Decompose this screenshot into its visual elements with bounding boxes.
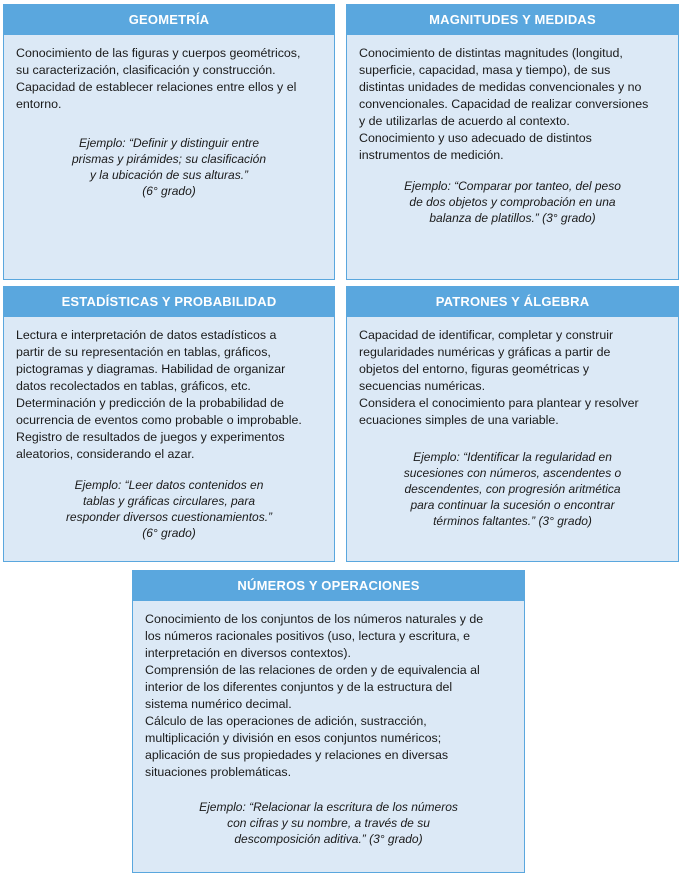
card-body bbox=[347, 317, 678, 529]
card-title: MAGNITUDES Y MEDIDAS bbox=[347, 5, 678, 35]
card-title: NÚMEROS Y OPERACIONES bbox=[133, 571, 524, 601]
card-example: Ejemplo: “Relacionar la escritura de los números con cifras y su nombre, a través de su descomposición aditiva.” (3° grado) bbox=[199, 800, 458, 846]
card-estadisticas-y-probabilidad bbox=[3, 286, 335, 562]
card-description: Capacidad de identificar, completar y construir regularidades numéricas y gráficas a partir de objetos del entorno, figuras geométricas y secuencias numéricas. Considera el conocimiento para plantear y resolver ecuaciones simples de una variable. bbox=[359, 328, 639, 427]
card-example: Ejemplo: “Leer datos contenidos en tablas y gráficas circulares, para responder diversos cuestionamientos.” (6° grado) bbox=[65, 478, 273, 540]
card-description: Conocimiento de los conjuntos de los números naturales y de los números racionales positivos (uso, lectura y escritura, e interpretación en diversos contextos). Comprensión de las relaciones de orden y de equivalencia al interior de los diferentes conjuntos y de la estructura del sistema numérico decimal. Cálculo de las operaciones de adición, sustracción, multiplicación y división en esos conjuntos numéricos; aplicación de sus propiedades y relaciones en diversas situaciones problemáticas. bbox=[145, 612, 484, 779]
card-body bbox=[133, 601, 524, 847]
card-example: Ejemplo: “Comparar por tanteo, del peso de dos objetos y comprobación en una balanza de platillos.” (3° grado) bbox=[404, 179, 621, 225]
card-example: Ejemplo: “Definir y distinguir entre prismas y pirámides; su clasificación y la ubicación de sus alturas.” (6° grado) bbox=[71, 136, 267, 198]
card-description: Conocimiento de las figuras y cuerpos geométricos, su caracterización, clasificación y construcción. Capacidad de establecer relaciones entre ellos y el entorno. bbox=[16, 46, 301, 111]
card-geometria bbox=[3, 4, 335, 280]
card-description: Conocimiento de distintas magnitudes (longitud, superficie, capacidad, masa y tiempo), de sus distintas unidades de medidas convencionales y no convencionales. Capacidad de realizar conversiones y de utilizarlas de acuerdo al contexto. Conocimiento y uso adecuado de distintos instrumentos de medición. bbox=[359, 46, 649, 162]
card-patrones-y-algebra bbox=[346, 286, 679, 562]
card-title: PATRONES Y ÁLGEBRA bbox=[347, 287, 678, 317]
card-example: Ejemplo: “Identificar la regularidad en sucesiones con números, ascendentes o descendentes, con progresión aritmética para continuar la sucesión o encontrar términos faltantes.” (3° grado) bbox=[403, 450, 622, 528]
card-body bbox=[4, 35, 334, 199]
card-magnitudes-y-medidas bbox=[346, 4, 679, 280]
card-title: GEOMETRÍA bbox=[4, 5, 334, 35]
card-body bbox=[4, 317, 334, 541]
card-body bbox=[347, 35, 678, 226]
card-title: ESTADÍSTICAS Y PROBABILIDAD bbox=[4, 287, 334, 317]
card-numeros-y-operaciones bbox=[132, 570, 525, 873]
card-description: Lectura e interpretación de datos estadísticos a partir de su representación en tablas, gráficos, pictogramas y diagramas. Habilidad de organizar datos recolectados en tablas, gráficos, etc. Determinación y predicción de la probabilidad de ocurrencia de eventos como probable o improbable. Registro de resultados de juegos y experimentos aleatorios, considerando el azar. bbox=[16, 328, 302, 461]
